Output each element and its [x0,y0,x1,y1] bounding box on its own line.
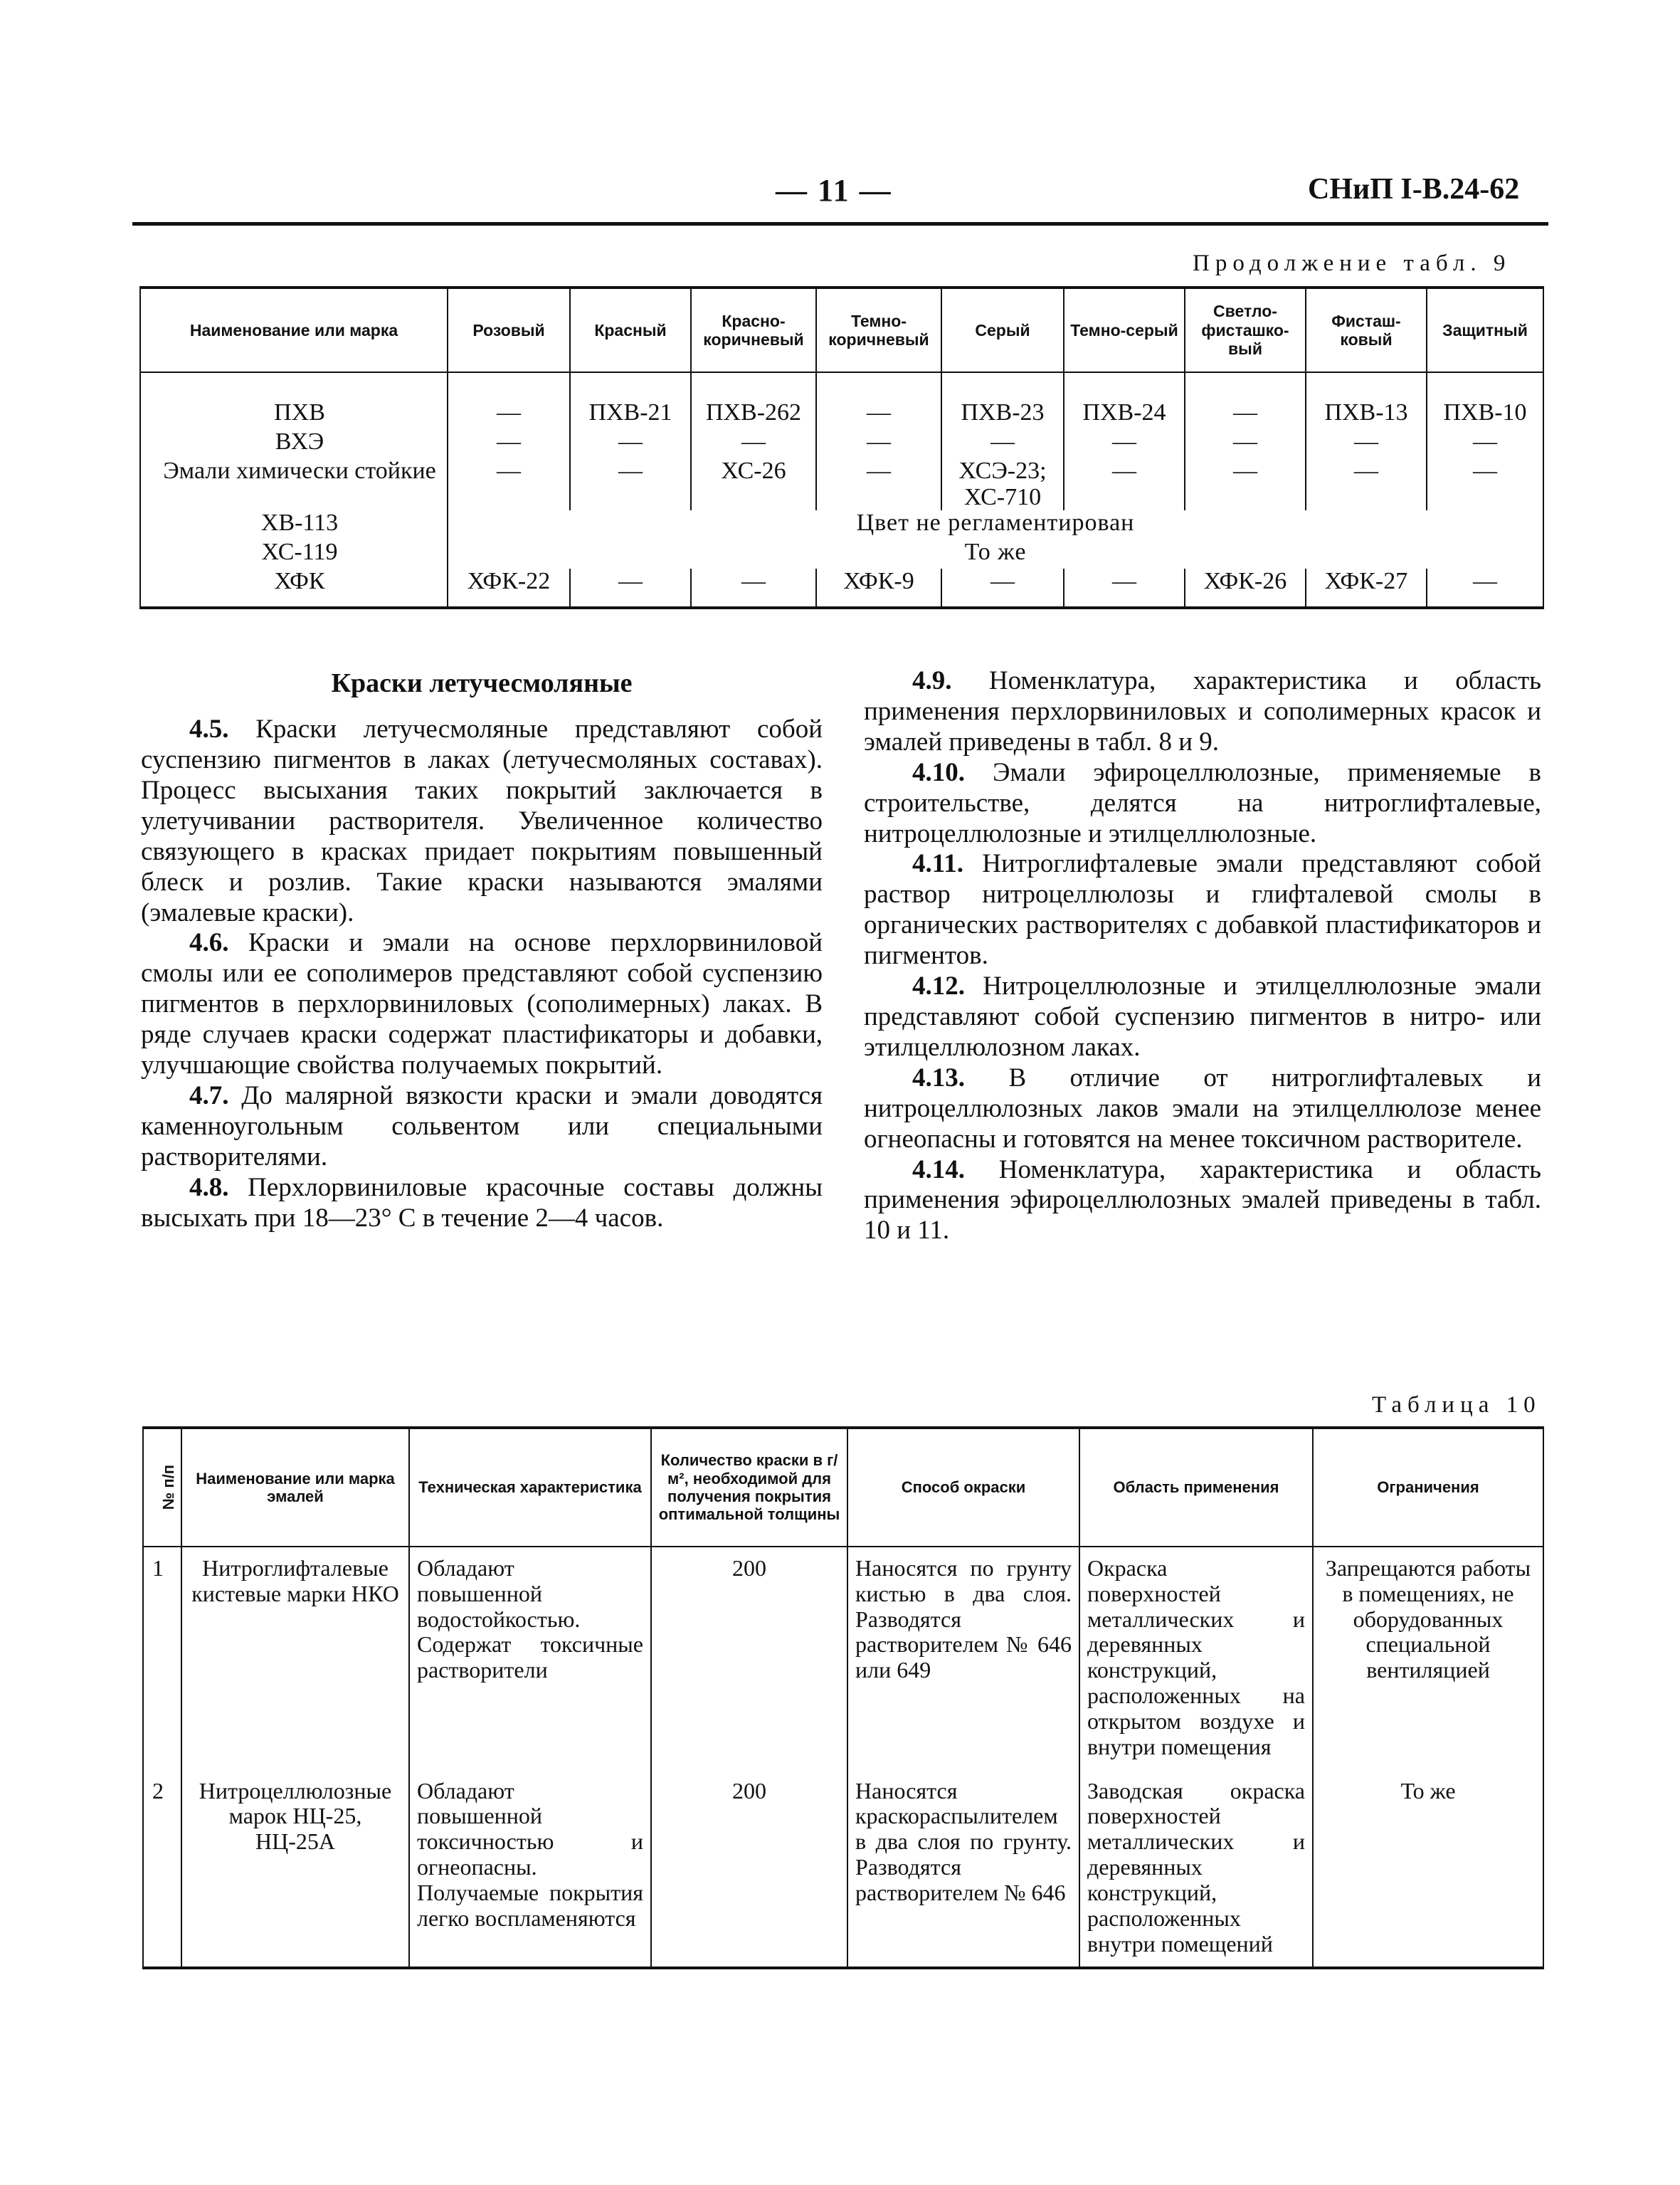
table9-header-cell: Красно-коричневый [691,288,816,372]
paragraph-4-12 [864,972,1541,1063]
paragraph-4-11 [864,849,1541,972]
table9-cell: — [1185,372,1306,429]
table9-header-cell: Серый [941,288,1064,372]
table9-header-cell: Темно-коричневый [816,288,941,372]
table10-cell: 200 [651,1770,847,1969]
table10-header-cell: Количество краски в г/м², необходимой для получения покрытия оптимальной толщины [651,1428,847,1547]
table9-cell: ХС-26 [691,458,816,510]
table-row [140,569,1543,608]
table9-cell: ХФК-26 [1185,569,1306,608]
table9-cell: ХФК-22 [448,569,570,608]
table9-cell: — [448,429,570,458]
table9-cell: — [570,429,691,458]
text-column-right [864,666,1541,1246]
table9-cell: — [816,458,941,510]
table9-header-cell: Розовый [448,288,570,372]
paragraph-text: До малярной вязкости краски и эмали доводятся каменноугольным сольвентом или специальными растворителями. [141,1080,823,1172]
table9-span-cell: То же [964,539,1027,566]
table-row [140,539,1543,569]
table9-cell: ХС-119 [140,539,448,569]
table10-cell: 2 [143,1770,181,1969]
table9-cell: — [448,458,570,510]
table9-caption: Продолжение табл. 9 [1193,251,1511,276]
table10-header-num: № п/п [159,1465,178,1510]
table9-cell: — [941,429,1064,458]
paragraph-text: Номенклатура, характеристика и область применения перхлорвиниловых и сополимерных красок и эмалей приведены в табл. 8 и 9. [864,666,1541,757]
clause-number: 4.8. [189,1172,229,1202]
table9-cell: — [1185,458,1306,510]
table10-cell: Обладают повышенной водостойкостью. Содержат токсичные растворители [409,1547,651,1770]
paragraph-text: Нитроглифталевые эмали представляют собой раствор нитроцеллюлозы и глифталевой смолы в органических растворителях с добавкой пластификаторов и пигментов. [864,849,1541,971]
table9-cell: — [1064,569,1185,608]
table9-cell: ХФК [140,569,448,608]
table9-cell: ХФК-27 [1306,569,1427,608]
table9-header-cell: Красный [570,288,691,372]
table10 [142,1426,1544,1969]
document-code: СНиП I-В.24-62 [1308,173,1520,206]
clause-number: 4.9. [912,666,952,695]
table9-header-cell: Защитный [1427,288,1543,372]
table10-cell: Обладают повышенной токсичностью и огнеопасны. Получаемые покрытия легко воспламеняются [409,1770,651,1969]
table-row [140,510,1543,539]
table9 [139,286,1544,609]
paragraph-4-7 [141,1081,823,1173]
table9-cell: — [1473,568,1497,595]
table9-cell: ВХЭ [140,429,448,458]
table9-header-row [140,288,1543,372]
table9-header-cell: Темно-серый [1064,288,1185,372]
paragraph-4-8 [141,1173,823,1234]
table9-cell: ХФК-9 [816,569,941,608]
table10-cell: Окраска поверхностей металлических и деревянных конструкций, расположенных на открытом воздухе и внутри помещения [1079,1547,1313,1770]
clause-number: 4.6. [189,928,229,958]
table9-cell: — [691,569,816,608]
paragraph-4-10 [864,758,1541,850]
table10-header-cell: Техническая характеристика [409,1428,651,1547]
clause-number: 4.11. [912,849,963,879]
table9-cell: — [448,372,570,429]
table9-cell: — [1064,429,1185,458]
paragraph-4-6 [141,928,823,1081]
table-row [143,1547,1543,1770]
table9-header-cell: Наименование или марка [140,288,448,372]
paragraph-text: Нитроцеллюлозные и этилцеллюлозные эмали представляют собой суспензию пигментов в нитро- или этилцеллюлозном лаках. [864,972,1541,1062]
table9-cell: — [570,569,691,608]
clause-number: 4.7. [189,1080,229,1110]
table10-header-cell: Наименование или марка эмалей [181,1428,409,1547]
table9-cell: ПХВ-21 [570,372,691,429]
table9-cell: ПХВ-10 [1443,399,1527,426]
table10-header-cell: Область применения [1079,1428,1313,1547]
clause-number: 4.12. [912,972,965,1001]
table10-cell: Наносятся по грунту кистью в два слоя. Разводятся растворителем № 646 или 649 [847,1547,1079,1770]
table10-header-row [143,1428,1543,1547]
table9-cell: ПХВ [140,372,448,429]
table9-cell: ХСЭ-23; ХС-710 [941,458,1064,510]
table9-cell: — [1306,429,1427,458]
table10-cell: Заводская окраска поверхностей металлических и деревянных конструкций, расположенных внутри помещений [1079,1770,1313,1969]
table9-cell: — [1473,428,1497,455]
table9-cell: — [1064,458,1185,510]
page-number: — 11 — [776,173,892,208]
table9-cell: — [1185,429,1306,458]
table9-cell: ПХВ-262 [691,372,816,429]
paragraph-4-5 [141,715,823,928]
table9-cell: ПХВ-23 [941,372,1064,429]
table-row [140,458,1543,510]
table10-cell: Наносятся краскораспылителем в два слоя по грунту. Разводятся растворителем № 646 [847,1770,1079,1969]
paragraph-4-14 [864,1155,1541,1247]
clause-number: 4.10. [912,757,965,787]
clause-number: 4.14. [912,1154,965,1184]
table-row [140,372,1543,429]
table9-cell: — [570,458,691,510]
table9-cell: — [941,569,1064,608]
table9-cell: ПХВ-24 [1064,372,1185,429]
clause-number: 4.13. [912,1063,965,1092]
table10-cell: Запрещаются работы в помещениях, не оборудованных специальной вентиляцией [1325,1555,1531,1683]
paragraph-4-13 [864,1063,1541,1155]
table10-cell: Нитроцеллюлозные марок НЦ-25, НЦ-25А [181,1770,409,1969]
paragraph-text: Перхлорвиниловые красочные составы должны высыхать при 18—23° С в течение 2—4 часов. [141,1172,823,1233]
table9-span-cell: Цвет не регламентирован [856,510,1135,537]
paragraph-text: Эмали эфироцеллюлозные, применяемые в строительстве, делятся на нитроглифталевые, нитроцеллюлозные и этилцеллюлозные. [864,757,1542,848]
table9-cell: ХВ-113 [140,510,448,539]
table9-cell: — [1473,458,1497,484]
table10-cell: 200 [651,1547,847,1770]
table10-cell: То же [1400,1777,1456,1804]
table9-cell: — [691,429,816,458]
section-heading: Краски летучесмоляные [331,668,633,698]
table9-header-cell: Светло-фисташко-вый [1185,288,1306,372]
table10-header-cell [143,1428,181,1547]
table9-header-cell: Фисташ-ковый [1306,288,1427,372]
paragraph-text: В отличие от нитроглифталевых и нитроцеллюлозных лаков эмали на этилцеллюлозе менее огнеопасны и готовятся на менее токсичном растворителе. [864,1063,1541,1154]
table-row [140,429,1543,458]
paragraph-text: Номенклатура, характеристика и область применения эфироцеллюлозных эмалей приведены в табл. 10 и 11. [864,1154,1541,1246]
paragraph-text: Краски летучесмоляные представляют собой суспензию пигментов в лаках (летучесмоляных составах). Процесс высыхания таких покрытий заключается в улетучивании растворителя. Увеличенное количество связующего в красках придает покрытиям повышенный блеск и розлив. Такие краски называются эмалями (эмалевые краски). [141,715,823,927]
text-column-left [141,666,823,1233]
table9-cell: — [816,372,941,429]
table9-cell: Эмали химически стойкие [140,458,448,510]
table9-cell: ПХВ-13 [1306,372,1427,429]
table9-cell: — [816,429,941,458]
table10-header-cell: Ограничения [1313,1428,1543,1547]
paragraph-text: Краски и эмали на основе перхлорвиниловой смолы или ее сополимеров представляют собой суспензию пигментов в перхлорвиниловых (сополимерных) лаках. В ряде случаев краски содержат пластификаторы и добавки, улучшающие свойства получаемых покрытий. [141,928,823,1080]
table-row [143,1770,1543,1969]
table10-cell: 1 [143,1547,181,1770]
header-rule [132,222,1548,226]
table10-cell: Нитроглифталевые кистевые марки НКО [181,1547,409,1770]
table10-header-cell: Способ окраски [847,1428,1079,1547]
table10-caption: Таблица 10 [1372,1392,1541,1418]
paragraph-4-9 [864,666,1541,758]
clause-number: 4.5. [189,715,229,744]
table9-cell: — [1306,458,1427,510]
